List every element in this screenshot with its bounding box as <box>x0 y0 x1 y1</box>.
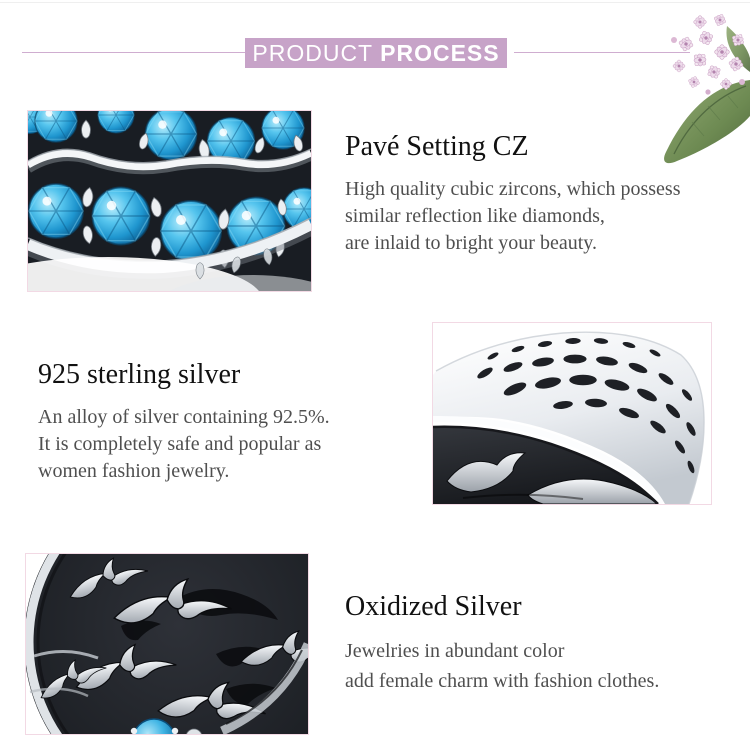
sterling-silver-bead-photo <box>432 322 712 505</box>
body-line: similar reflection like diamonds, <box>345 205 605 227</box>
body-line: women fashion jewelry. <box>38 460 230 482</box>
section-silver-title: 925 sterling silver <box>38 359 241 390</box>
header-banner <box>245 38 507 68</box>
body-line: High quality cubic zircons, which possess <box>345 178 681 200</box>
body-line: are inlaid to bright your beauty. <box>345 232 597 254</box>
section-pave-text <box>345 130 730 257</box>
silver-bead-illustration <box>433 323 711 504</box>
header-title-bold: PROCESS <box>380 39 500 66</box>
section-pave-title: Pavé Setting CZ <box>345 131 529 162</box>
section-oxidized-body <box>345 636 735 696</box>
body-line: An alloy of silver containing 92.5%. <box>38 406 330 428</box>
body-line: add female charm with fashion clothes. <box>345 670 660 692</box>
section-oxidized-text <box>345 590 735 696</box>
header-title-regular: PRODUCT <box>252 39 374 66</box>
section-silver-body <box>38 404 418 485</box>
header-line-left <box>22 52 245 53</box>
top-divider <box>0 2 750 3</box>
section-pave-body <box>345 176 730 257</box>
section-silver-text <box>38 358 418 485</box>
oxidized-silver-photo <box>25 553 309 735</box>
section-oxidized-title: Oxidized Silver <box>345 591 522 622</box>
body-line: Jewelries in abundant color <box>345 640 565 662</box>
body-line: It is completely safe and popular as <box>38 433 322 455</box>
pave-cz-illustration <box>28 111 311 291</box>
oxidized-charm-illustration <box>26 554 308 734</box>
pave-cz-photo <box>27 110 312 292</box>
